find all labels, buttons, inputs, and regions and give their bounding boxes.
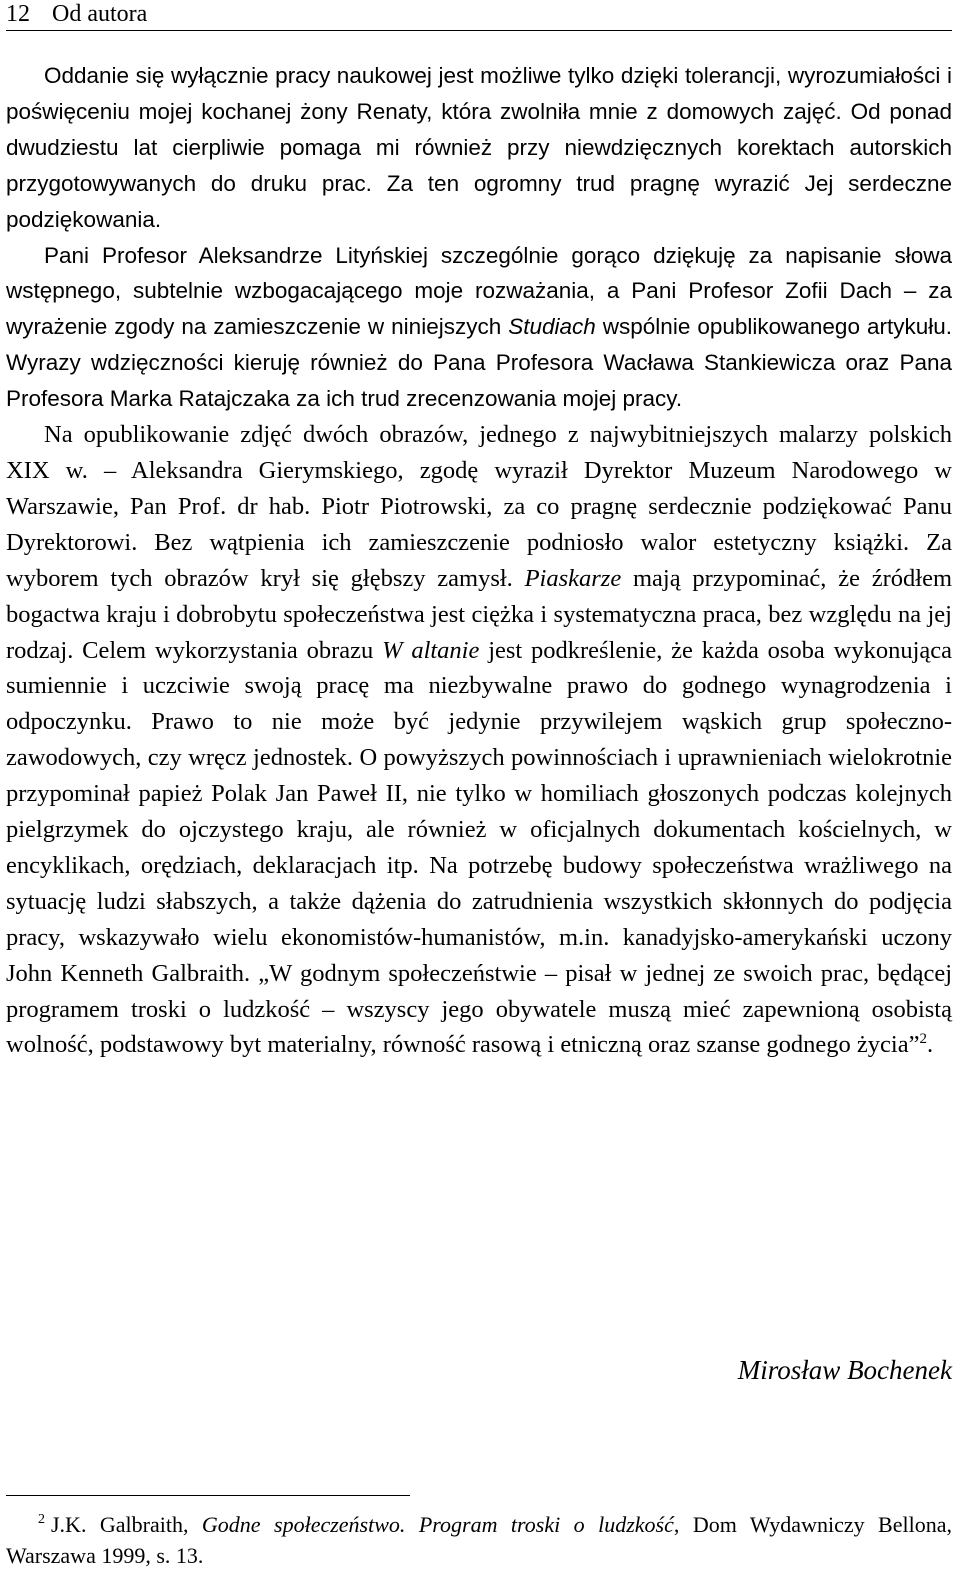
paragraph-3-text-c: jest podkreślenie, że każda osoba wykonująca sumiennie i uczciwie swoją pracę ma niezbywalne prawo do godnego wynagrodzenia i odpoczynku. Prawo to nie może być jedynie przywilejem wąskich grup społeczno-zawodowych, czy wręcz jednostek. O powyższych powinnościach i uprawnieniach wielokrotnie przypominał papież Polak Jan Paweł II, nie tylko w homiliach głoszonych podczas kolejnych pielgrzymek do ojczystego kraju, ale również w oficjalnych dokumentach kościelnych, w encyklikach, orędziach, deklaracjach itp. Na potrzebę budowy społeczeństwa wrażliwego na sytuację ludzi słabszych, a także dążenia do zatrudnienia wszystkich skłonnych do podjęcia pracy, wskazywało wielu ekonomistów-humanistów, m.in. kanadyjsko-amerykański uczony John Kenneth Galbraith. „W godnym społeczeństwie – pisał w jednej ze swoich prac, będącej programem troski o ludzkość – wszyscy jego obywatele muszą mieć zapewnioną osobistą wolność, podstawowy byt materialny, równość rasową i etniczną oraz szanse godnego życia” — [6, 636, 952, 1059]
paragraph-3-text-b: mają przypominać, że źródłem bogactwa kraju i dobrobytu społeczeństwa jest ciężka i systematyczna praca, bez względu na jej rodzaj. Celem wykorzystania obrazu — [6, 564, 953, 664]
footnote-divider — [6, 1495, 410, 1496]
paragraph-3 — [6, 417, 952, 1063]
paragraph-2-text-b: wspólnie opublikowanego artykułu. Wyrazy wdzięczności kieruję również do Pana Profesora Wacława Stankiewicza oraz Pana Profesora Marka Ratajczaka za ich trud zrecenzowania mojej pracy. — [6, 314, 952, 412]
paragraph-3-italic-w-altanie: W altanie — [382, 636, 480, 664]
running-header — [6, 0, 952, 31]
footnote — [6, 1509, 952, 1571]
author-signature: Mirosław Bochenek — [737, 1355, 952, 1385]
paragraph-2 — [6, 238, 952, 418]
section-title: Od autora — [52, 1, 148, 27]
paragraph-3-italic-piaskarze: Piaskarze — [524, 564, 622, 592]
paragraph-2-text-a: Pani Profesor Aleksandrze Lityńskiej szczególnie gorąco dziękuję za napisanie słowa wstępnego, subtelnie wzbogacającego moje rozważania, a Pani Profesor Zofii Dach – za wyrażenie zgody na zamieszczenie w niniejszych — [6, 242, 952, 340]
body-text — [6, 58, 952, 1063]
footnote-number: 2 — [38, 1512, 45, 1527]
footnote-text-b: , Dom Wydawniczy Bellona, Warszawa 1999, s. 13. — [6, 1512, 952, 1568]
footnote-reference: 2 — [919, 1031, 927, 1048]
footnote-italic-title: Godne społeczeństwo. Program troski o ludzkość — [201, 1512, 674, 1537]
footnote-text-a: J.K. Galbraith, — [51, 1512, 202, 1537]
paragraph-3-text-d: . — [926, 1031, 934, 1059]
page-number: 12 — [6, 1, 30, 27]
paragraph-3-text-a: Na opublikowanie zdjęć dwóch obrazów, jednego z najwybitniejszych malarzy polskich XIX w. – Aleksandra Gierymskiego, zgodę wyraził Dyrektor Muzeum Narodowego w Warszawie, Pan Prof. dr hab. Piotr Piotrowski, za co pragnę serdecznie podziękować Panu Dyrektorowi. Bez wątpienia ich zamieszczenie podniosło walor estetyczny książki. Za wyborem tych obrazów krył się głębszy zamysł. — [6, 421, 952, 592]
paragraph-2-italic: Studiach — [508, 314, 596, 340]
paragraph-1: Oddanie się wyłącznie pracy naukowej jest możliwe tylko dzięki tolerancji, wyrozumiałości i poświęceniu mojej kochanej żony Renaty, która zwolniła mnie z domowych zajęć. Od ponad dwudziestu lat cierpliwie pomaga mi również przy niewdzięcznych korektach autorskich przygotowywanych do druku prac. Za ten ogromny trud pragnę wyrazić Jej serdeczne podziękowania. — [6, 63, 952, 232]
